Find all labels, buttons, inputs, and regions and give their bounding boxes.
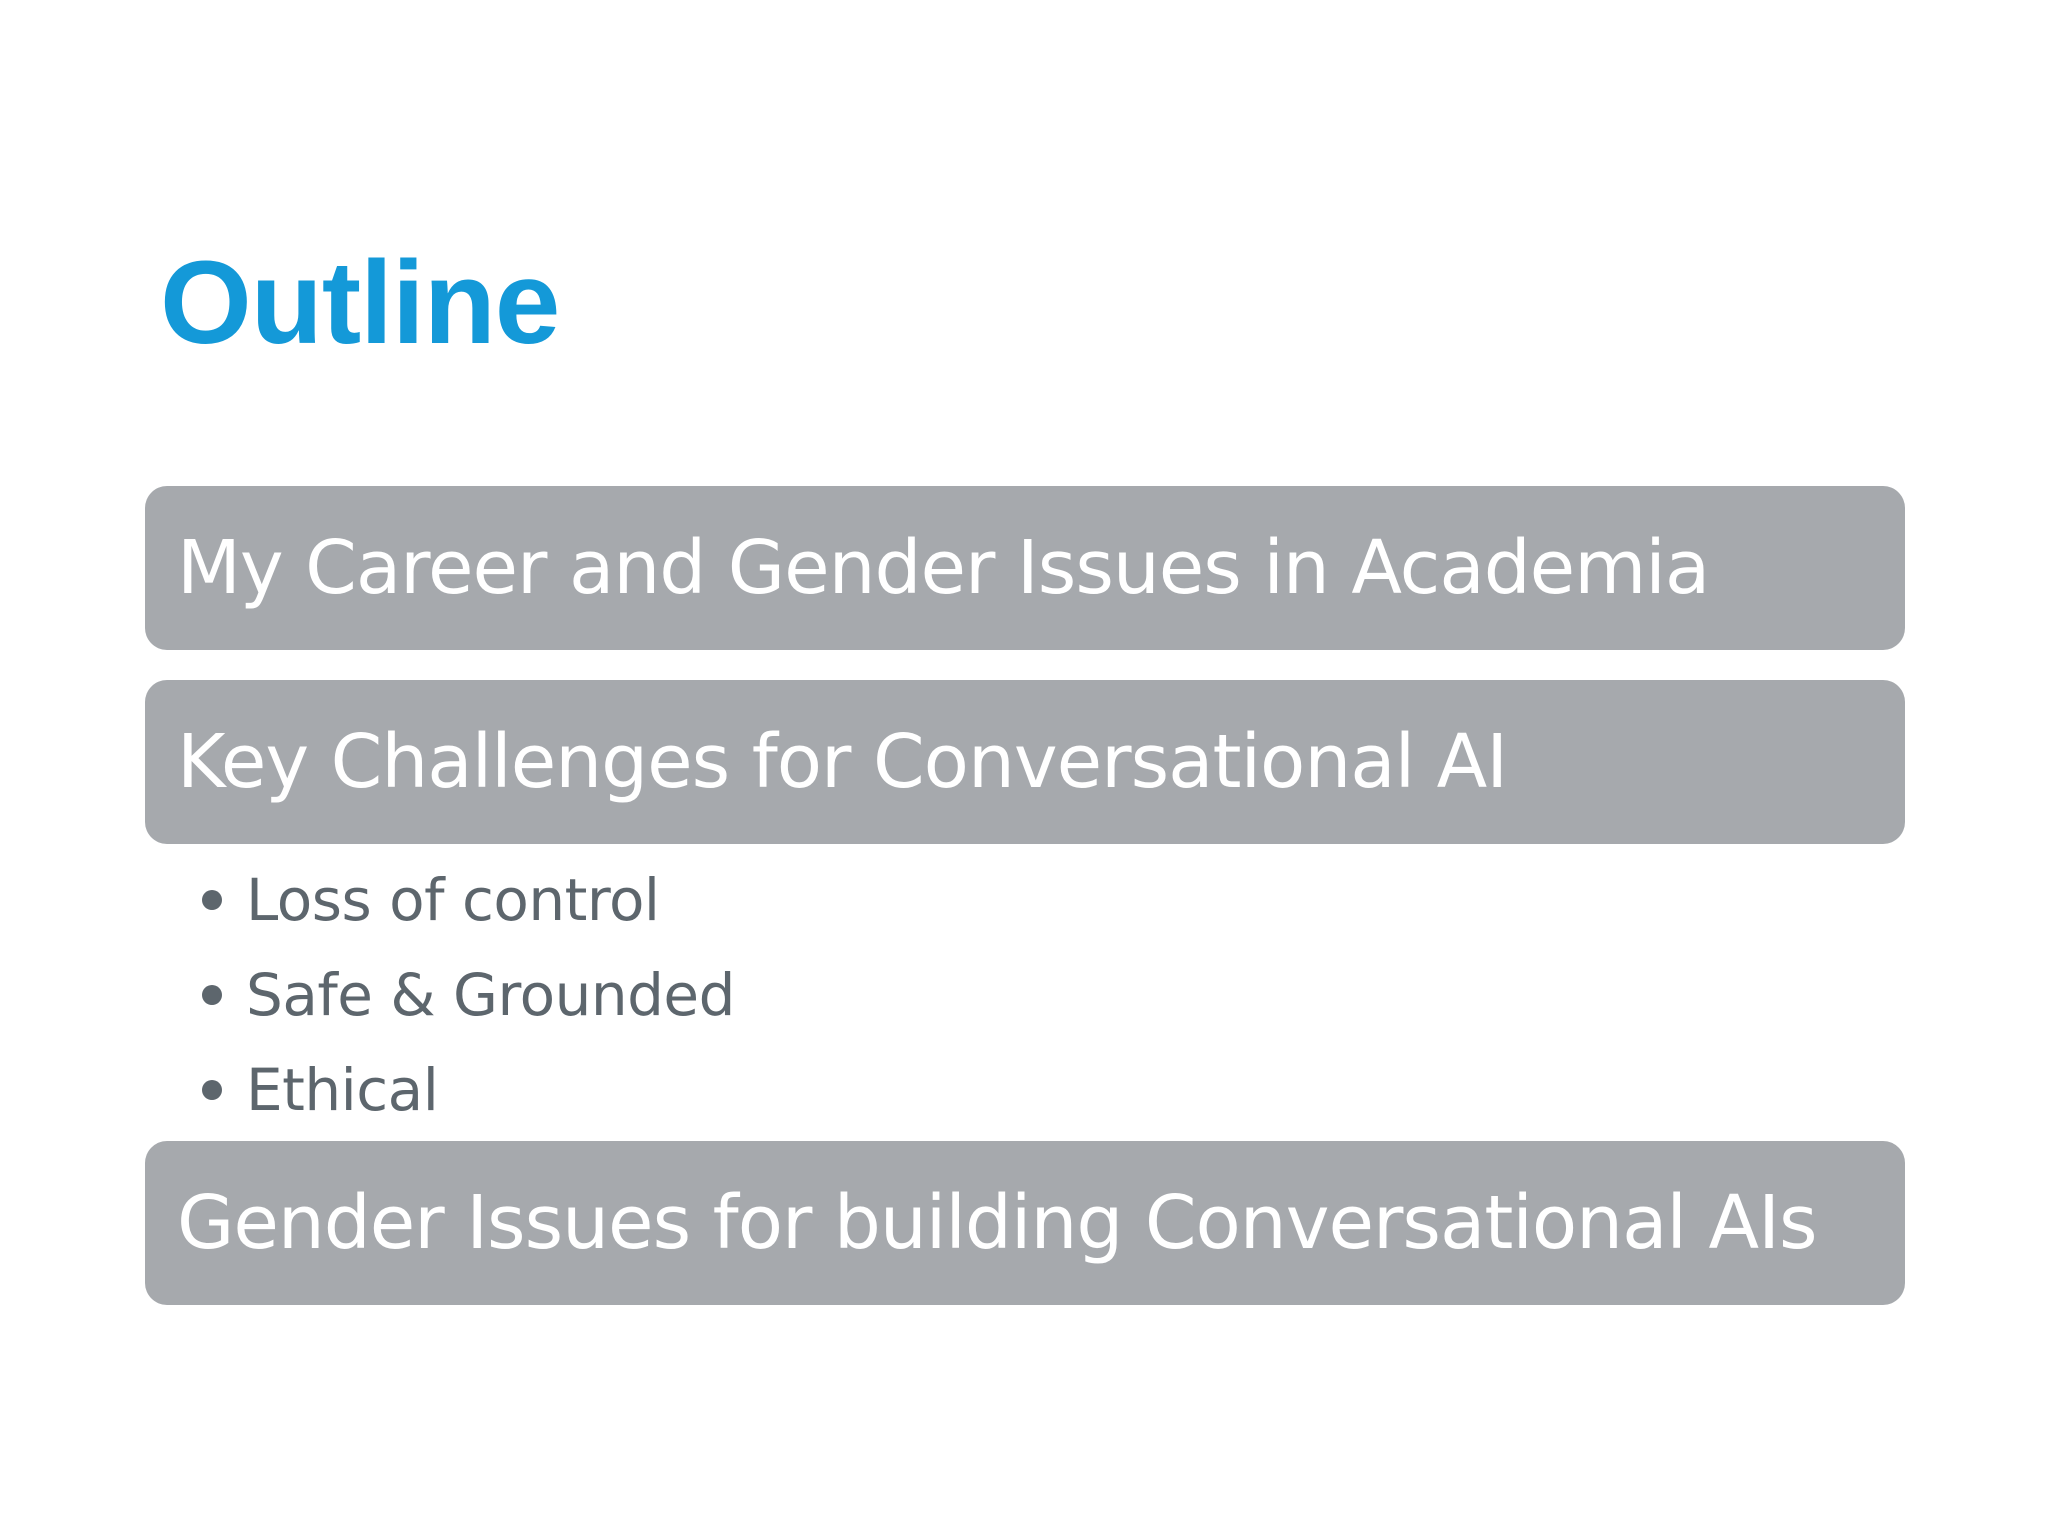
bullet-dot-icon [202, 985, 222, 1005]
bullet-item [202, 947, 735, 1042]
section-label: Key Challenges for Conversational AI [177, 719, 1508, 805]
bullet-text: Loss of control [246, 865, 660, 934]
bullet-text: Safe & Grounded [246, 960, 735, 1029]
bullet-item [202, 1042, 735, 1137]
section-box-key-challenges [145, 680, 1905, 844]
bullet-dot-icon [202, 890, 222, 910]
section-box-gender-issues [145, 1141, 1905, 1305]
section-label: Gender Issues for building Conversational AIs [177, 1180, 1817, 1266]
bullet-item [202, 852, 735, 947]
challenges-bullet-list [202, 852, 735, 1137]
bullet-text: Ethical [246, 1055, 439, 1124]
section-label: My Career and Gender Issues in Academia [177, 525, 1710, 611]
bullet-dot-icon [202, 1080, 222, 1100]
section-box-career [145, 486, 1905, 650]
slide-title: Outline [160, 237, 560, 369]
